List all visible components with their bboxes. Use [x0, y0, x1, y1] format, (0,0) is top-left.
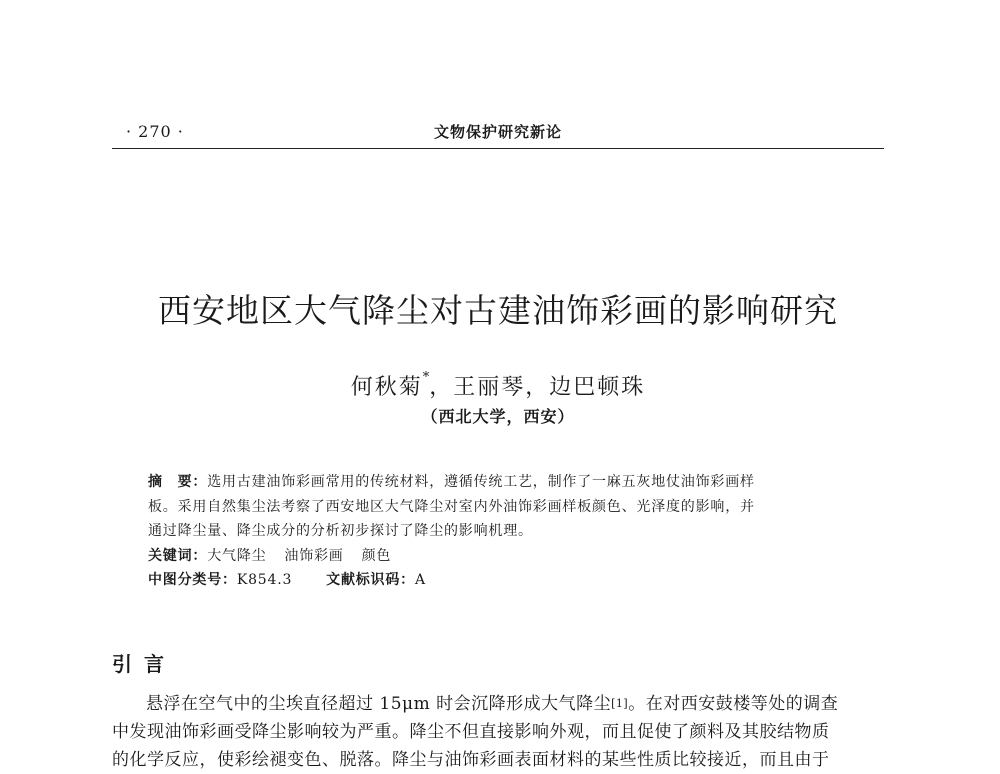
keyword: 大气降尘 — [207, 547, 267, 564]
abstract-block — [148, 470, 853, 593]
keywords-line — [148, 544, 853, 569]
document-code-label: 文献标识码： — [326, 572, 415, 588]
keyword: 颜色 — [361, 547, 392, 564]
author-first: 何秋菊 — [350, 375, 423, 400]
document-code-value: A — [414, 572, 426, 588]
page-header — [112, 118, 884, 149]
keywords-label: 关键词： — [148, 547, 208, 564]
body-line — [112, 690, 886, 718]
section-heading: 引言 — [112, 652, 176, 676]
abstract-line: 板。采用自然集尘法考察了西安地区大气降尘对室内外油饰彩画样板颜色、光泽度的影响，并 — [148, 498, 755, 515]
classification-value: K854.3 — [236, 572, 293, 588]
author-others: ，王丽琴，边巴顿珠 — [429, 375, 646, 400]
corresponding-author-mark: * — [422, 370, 430, 385]
page-number: · 270 · — [126, 122, 184, 141]
body-text-segment: 悬浮在空气中的尘埃直径超过 15μm 时会沉降形成大气降尘 — [146, 694, 612, 714]
abstract-line — [148, 470, 853, 495]
keyword: 油饰彩画 — [284, 547, 344, 564]
body-line: 的化学反应，使彩绘褪变色、脱落。降尘与油饰彩画表面材料的某些性质比较接近，而且由于 — [112, 750, 830, 770]
abstract-line: 通过降尘量、降尘成分的分析初步探讨了降尘的影响机理。 — [148, 523, 533, 539]
abstract-label: 摘 要： — [148, 474, 208, 490]
classification-line — [148, 568, 853, 593]
body-text-segment: 。在对西安鼓楼等处的调查 — [628, 694, 839, 714]
body-text — [112, 690, 886, 774]
affiliation: （西北大学，西安） — [421, 407, 575, 426]
journal-name: 文物保护研究新论 — [433, 123, 562, 141]
classification-label: 中图分类号： — [148, 572, 237, 588]
paper-title: 西安地区大气降尘对古建油饰彩画的影响研究 — [158, 291, 838, 330]
citation-marker[interactable]: [1] — [611, 697, 629, 710]
body-line: 中发现油饰彩画受降尘影响较为严重。降尘不但直接影响外观，而且促使了颜料及其胶结物质 — [112, 722, 830, 742]
author-line — [112, 370, 884, 401]
abstract-text: 选用古建油饰彩画常用的传统材料，遵循传统工艺，制作了一麻五灰地仗油饰彩画样 — [207, 474, 755, 490]
